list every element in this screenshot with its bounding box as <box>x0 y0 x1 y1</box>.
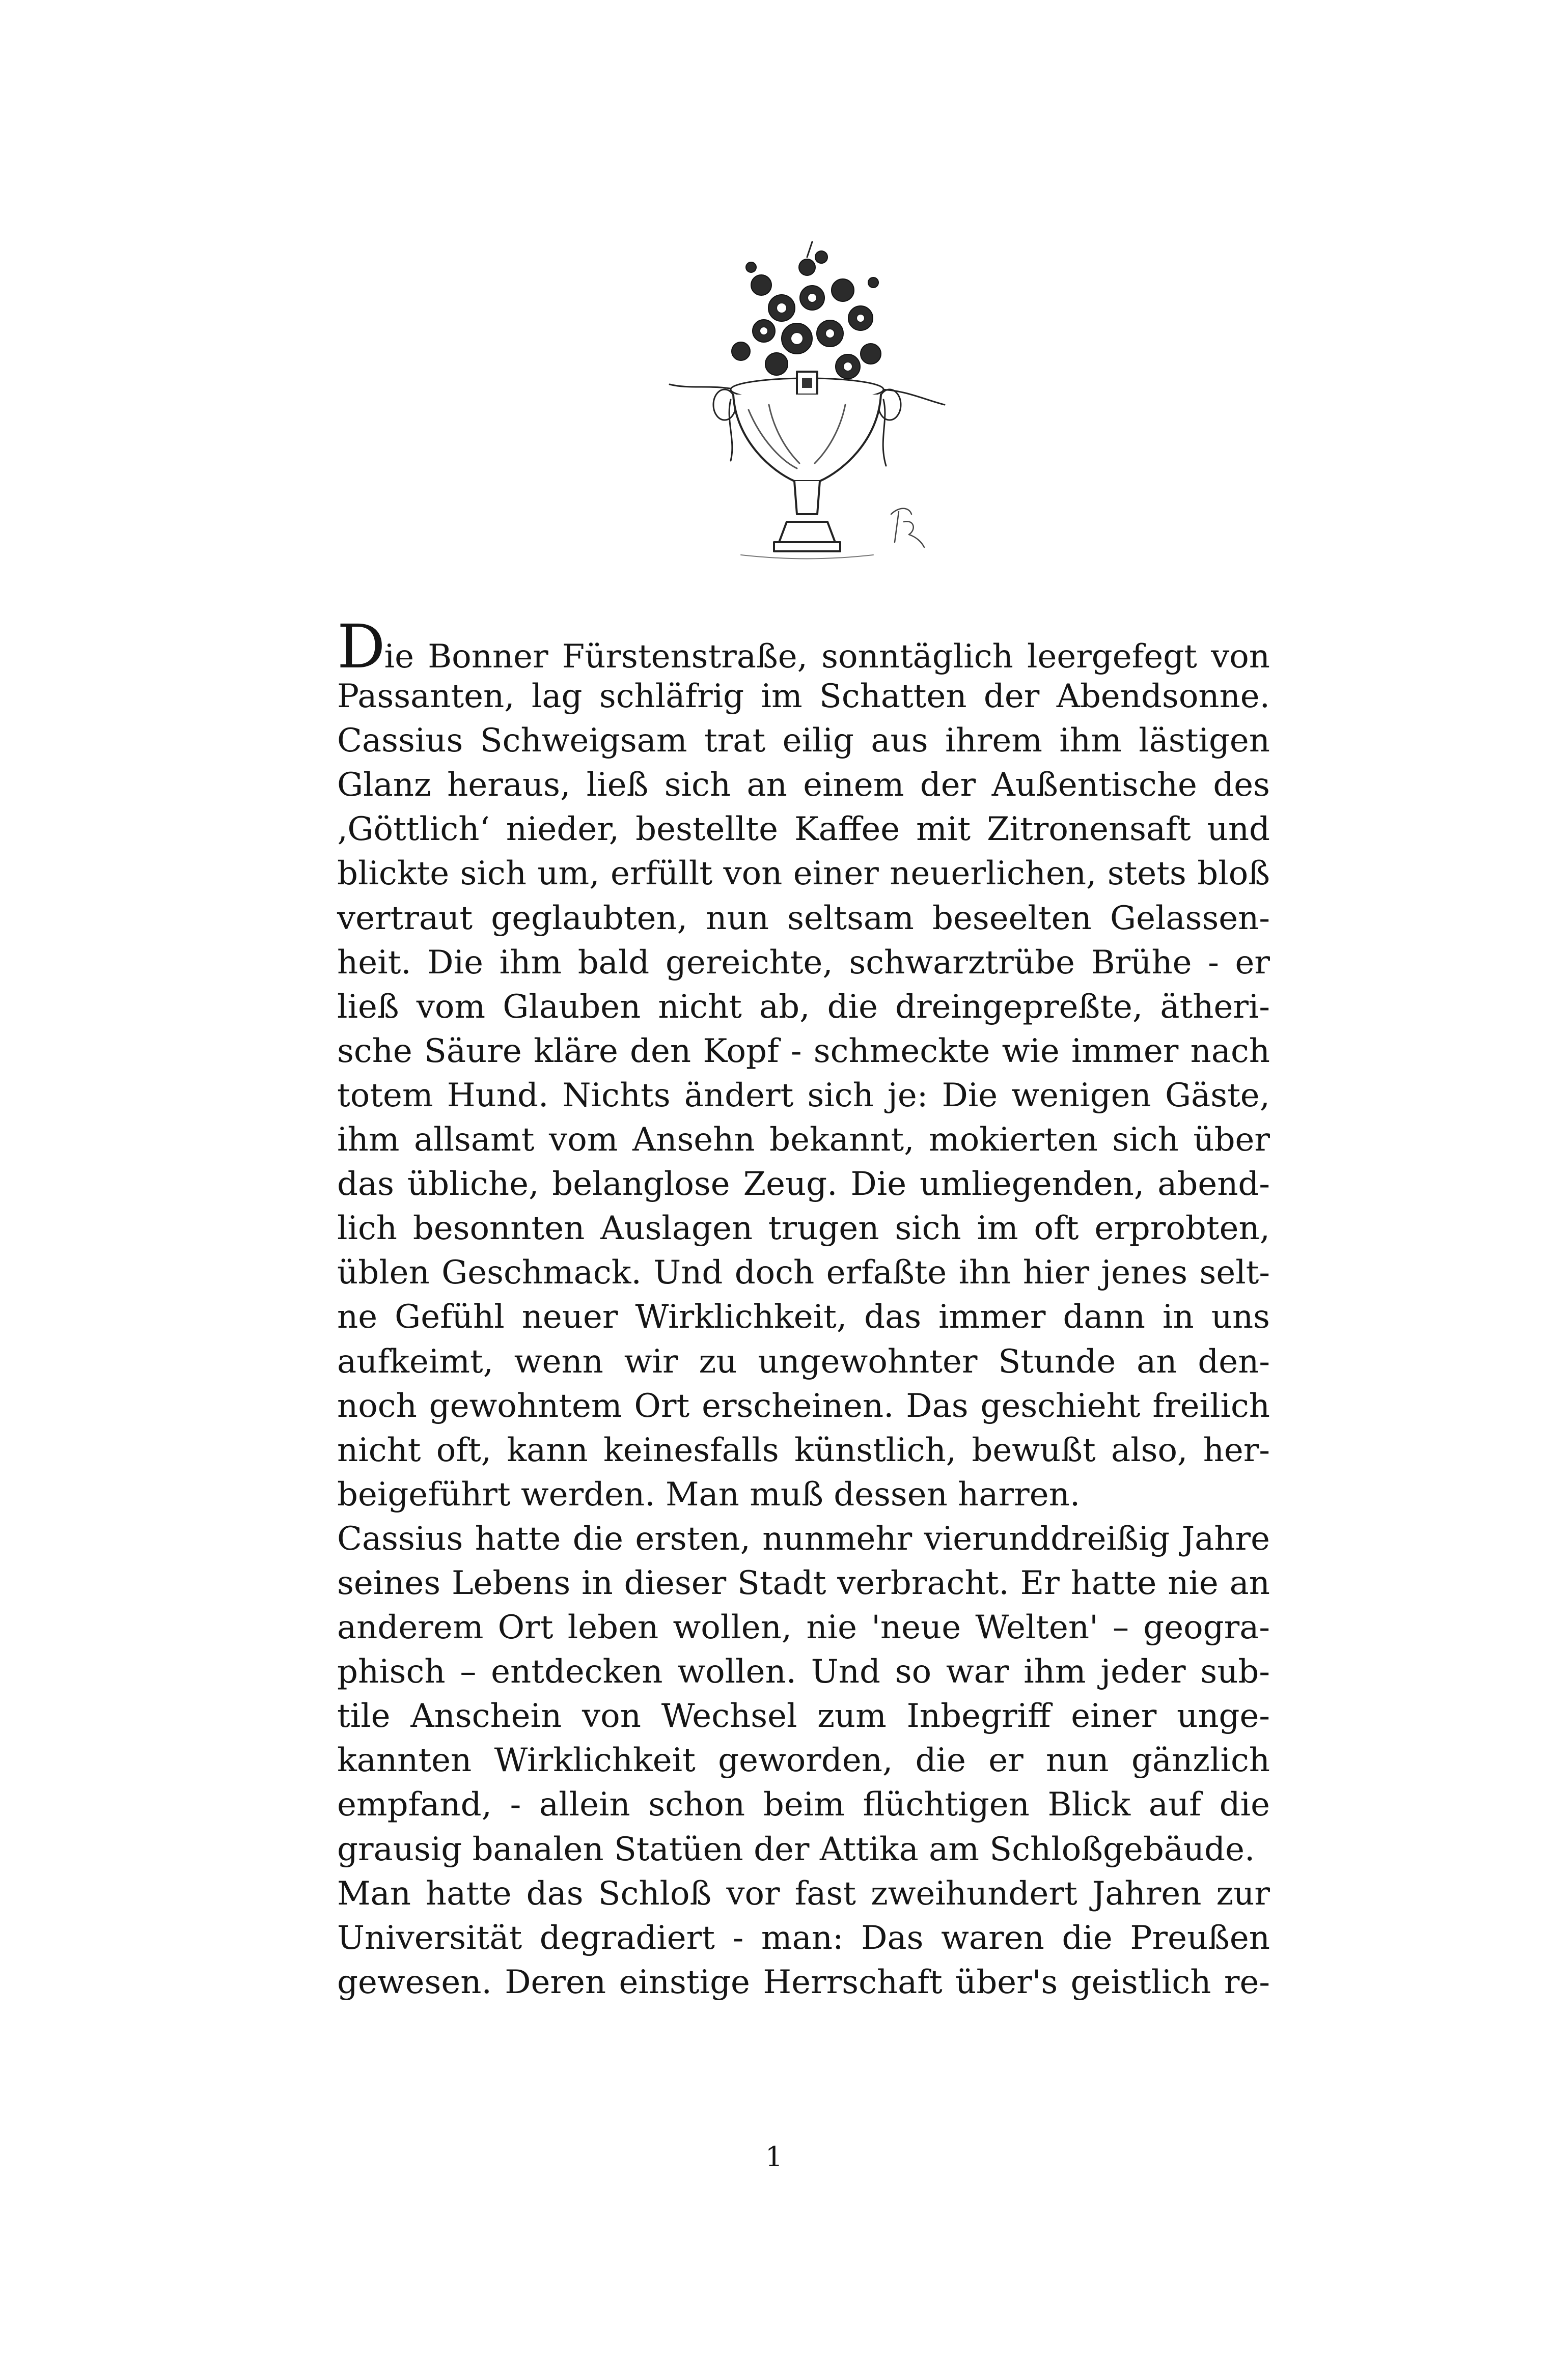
text-line: Cassius Schweigsam trat eilig aus ihrem ihm lästigen <box>337 722 1270 760</box>
text-line: blickte sich um, erfüllt von einer neuerlichen, stets bloß <box>337 855 1270 893</box>
text-line: ‚Göttlich‘ nieder, bestellte Kaffee mit Zitronensaft und <box>337 810 1270 849</box>
text-line: empfand, - allein schon beim flüchtigen Blick auf die <box>337 1786 1270 1824</box>
text-line: Die Bonner Fürstenstraße, sonntäglich leergefegt von <box>337 611 1270 682</box>
text-line: Cassius hatte die ersten, nunmehr vierunddreißig Jahre <box>337 1520 1270 1558</box>
text-line: ne Gefühl neuer Wirklichkeit, das immer dann in uns <box>337 1298 1270 1336</box>
urn-with-roses-icon <box>659 237 950 588</box>
text-line: heit. Die ihm bald gereichte, schwarztrübe Brühe - er <box>337 943 1270 982</box>
text-line: aufkeimt, wenn wir zu ungewohnter Stunde an den- <box>337 1342 1270 1381</box>
text-line: noch gewohntem Ort erscheinen. Das geschieht freilich <box>337 1387 1270 1425</box>
text-line: totem Hund. Nichts ändert sich je: Die wenigen Gäste, <box>337 1076 1270 1114</box>
text-line: Glanz heraus, ließ sich an einem der Außentische des <box>337 766 1270 804</box>
text-line: ließ vom Glauben nicht ab, die dreingepreßte, ätheri- <box>337 988 1270 1026</box>
text-line: ihm allsamt vom Ansehn bekannt, mokierten sich über <box>337 1121 1270 1159</box>
drop-cap: D <box>337 611 384 682</box>
text-line: nicht oft, kann keinesfalls künstlich, bewußt also, her- <box>337 1431 1270 1469</box>
text-line: sche Säure kläre den Kopf - schmeckte wie immer nach <box>337 1032 1270 1070</box>
text-line: vertraut geglaubten, nun seltsam beseelten Gelassen- <box>337 899 1270 937</box>
text-line: üblen Geschmack. Und doch erfaßte ihn hier jenes selt- <box>337 1254 1270 1292</box>
text-line: seines Lebens in dieser Stadt verbracht. Er hatte nie an <box>337 1564 1270 1602</box>
body-text <box>337 611 1270 2005</box>
text-line: lich besonnten Auslagen trugen sich im oft erprobten, <box>337 1210 1270 1248</box>
text-line: Universität degradiert - man: Das waren die Preußen <box>337 1919 1270 1957</box>
text-line: grausig banalen Statüen der Attika am Schloßgebäude. <box>337 1830 1255 1868</box>
text-line: das übliche, belanglose Zeug. Die umliegenden, abend- <box>337 1165 1270 1203</box>
page-number: 1 <box>765 2141 783 2173</box>
text-line: beigeführt werden. Man muß dessen harren. <box>337 1475 1081 1514</box>
text-line: gewesen. Deren einstige Herrschaft über's geistlich re- <box>337 1963 1270 2001</box>
text-line: anderem Ort leben wollen, nie 'neue Welten' – geogra- <box>337 1609 1270 1647</box>
text-line: Passanten, lag schläfrig im Schatten der Abendsonne. <box>337 678 1270 716</box>
text-line: kannten Wirklichkeit geworden, die er nun gänzlich <box>337 1742 1270 1780</box>
text-line: Man hatte das Schloß vor fast zweihundert Jahren zur <box>337 1874 1270 1913</box>
text-line: tile Anschein von Wechsel zum Inbegriff einer unge- <box>337 1697 1270 1735</box>
text-line: phisch – entdecken wollen. Und so war ihm jeder sub- <box>337 1653 1270 1691</box>
